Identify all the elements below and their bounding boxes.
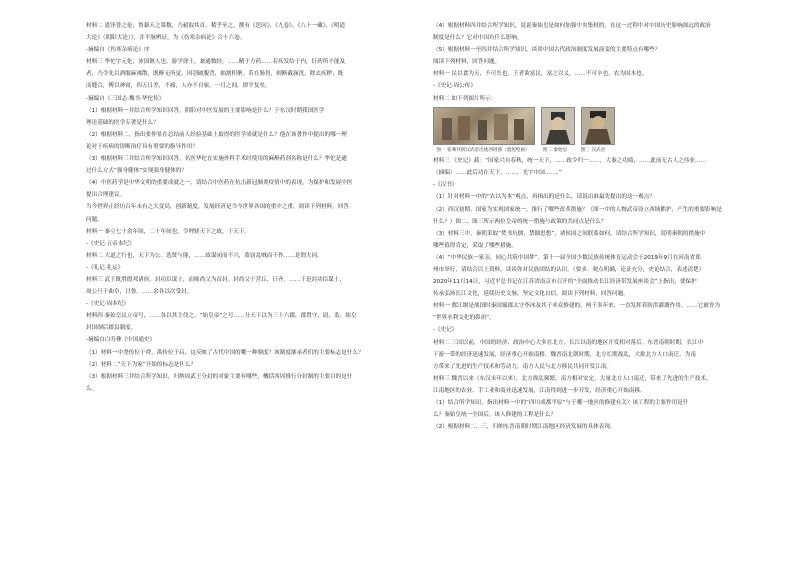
- text-line: 材料三 武王既胜殷邦诸侯，封功臣谋士，而师尚父为首封。封尚父于营丘，曰齐。……于是封功臣谋士，: [86, 276, 346, 283]
- text-line: 2020年11月14日，习近平总书记在江苏省南京市召开的“全面推动长江经济带发展座谈会”上指出，要保护: [433, 279, 697, 286]
- text-line: 制度是什么？它对中国有什么影响。: [433, 35, 523, 42]
- figure-caption-1: 图一 张骞拜别汉武帝出使西域图（敦煌壁画）: [436, 148, 530, 154]
- portrait-qinshihuang: [541, 107, 575, 145]
- text-line: （2）西汉初期，国家为实现国家统一，推行了哪些改革措施？（图一中的人物武帝设立西域都护，产生的重要影响是: [433, 206, 722, 213]
- text-line: 周公旦于曲阜，曰鲁。……余各以次受封。: [86, 289, 193, 296]
- mural-image: [433, 107, 535, 145]
- text-line: 材料二 大道之行也，天下为公。选贤与能，……故谋闭而不兴，盗窃乱贼而不作……是谓大同。: [86, 252, 323, 259]
- caption-row: [433, 147, 751, 154]
- text-line: 方带来了先进的生产技术和劳动力，南方人民与北方移民共同开发江南。: [433, 363, 613, 370]
- text-line: 下游一带的经济迅速发展，经济重心开始南移。魏晋南北朝时期，北方长期战乱，大批北方人口南迁，为南: [433, 351, 696, 358]
- text-line: 材料一 秦立七十余年间，二十年间也，令理辖天下之政，于天下。: [86, 228, 250, 235]
- text-line: 材料三 魏晋以来（东汉末年以来），北方战乱频繁，南方相对安定，大量北方人口南迁，带来了先进的生产技术，: [433, 375, 712, 382]
- text-line: 江南地区的农业、手工业和商业迅速发展，江南得到进一步开发，经济重心开始南移。: [433, 387, 646, 394]
- text-line: 者，乃令先以酒服麻沸散，既醉无所觉，因刳破腹背，抽割积聚。若在肠胃，则断截湔洗，除去疾秽；既: [86, 71, 344, 78]
- text-line: 么？秦始皇统一全国后，该人修建的工程是什么？: [433, 412, 557, 419]
- text-line: （1）材料一中尧传位于舜，禹传位于启，这反映了古代中国的哪一种制度？该制度继承者们的主要标志是什么？: [86, 349, 364, 356]
- text-line: （5）根据材料一至四并结合所学知识，谈谈中国古代政治制度发展演变的主要特点有哪些？: [433, 47, 661, 54]
- text-line: -《史记·五帝本纪》: [86, 240, 135, 247]
- text-line: 什么？）图二、图三所示两位皇帝的统一措施与政策的共同点是什么？: [433, 218, 607, 225]
- right-bottom-text: [433, 157, 751, 433]
- text-line: -摘编自白寿彝《中国通史》: [86, 337, 156, 344]
- figure-row: [433, 107, 751, 145]
- text-line: （4）根据材料四并结合所学知识，说说秦始皇是如何加强中央集权的，在这一过程中对中国历史影响深远的政治: [433, 23, 711, 29]
- text-line: （4）中医药学是中华文明的重要成就之一，请结合中医药在抗击新冠肺炎疫情中的表现，为保护和发展中医: [86, 180, 353, 187]
- text-line: 材料三 华佗字元化，沛国谯人也。游学徐土，兼通数经。……精于方药……若疾发结于内，针药所不能及: [86, 59, 346, 66]
- text-line: 传承弘扬长江文化，延续历史文脉，坚定文化自信。阅读下列材料，回答问题。: [433, 291, 629, 298]
- text-line: 问题。: [86, 216, 103, 223]
- text-line: 哪些值得肯定，采取了哪些措施。: [433, 242, 517, 249]
- left-column: [86, 22, 404, 397]
- text-line: 过什么方式“强身健体”实现强身健体的？: [86, 168, 187, 175]
- right-column: [433, 22, 751, 435]
- text-line: （2）材料二“天下为家”开始的标志是什么？: [86, 361, 197, 368]
- text-line: （1）根据材料一并结合所学知识回答，阴阳对中医发展的主要影响是什么？于东汉时期我国医学: [86, 107, 325, 114]
- text-line: 材料二 如下列图片所示：: [433, 95, 497, 102]
- text-line: 阅读下列材料，回答问题。: [433, 59, 501, 66]
- text-line: 提出合理建议。: [86, 192, 126, 199]
- right-top-text: [433, 22, 751, 104]
- portrait-figure-1: [542, 108, 574, 144]
- portrait-figure-2: [582, 108, 614, 144]
- text-line: -摘编自《三国志·魏书·华佗传》: [86, 95, 165, 102]
- text-line: 材料二 恩泽普之伦，鲁藉天之慕数，乃毅取其首，稽乎至之，撰有《思问》、《九卷》、《八十一藏》、《明道: [86, 23, 346, 29]
- text-line: -《史记》: [433, 327, 458, 334]
- text-line: 而缝合，傅以神膏，四五日差，不痛，人亦不自寤，一月之间，即平复矣。: [86, 83, 271, 90]
- text-line: -《史记·周本纪》: [86, 301, 129, 308]
- text-line: （1）针对材料一中的“农以为本”观点，再指出的是什么，请说出谁最先提出的这一观点？: [433, 194, 655, 201]
- figure-caption-3: 图三 汉武帝: [580, 148, 606, 154]
- text-line: -《汉书》: [433, 182, 458, 189]
- text-line: （3）材料三中，秦朝采取“焚书坑儒，禁锢思想”，诸侯国之间联系如何，请结合所学知识，说明秦朝的措施中: [433, 230, 706, 237]
- text-line: 当今世界正经历百年未有之大变局，创新制度，发展经济是当今世界各国的重中之重。阅读下列材料，回答: [86, 204, 349, 211]
- text-line: 大论》（阴阳大论）》，并平脉辨证，为《伤寒杂病论》合十六卷。: [86, 35, 246, 42]
- text-line: 材料三 《史记》载：“国家兴自春秋，统一天下，……政令归一……，大秦之功绩，……此前无古人之伟业……: [433, 158, 707, 165]
- text-line: （4）“中华民族一家亲，同心共筑中国梦”。第十一届全国少数民族传统体育运动会于2019年9月在河南省郑: [433, 254, 701, 261]
- text-line: -《史记·周公传》: [433, 83, 476, 90]
- text-line: 材料一 都江堰是战国时秦国蜀郡太守李冰及其子率众修建的，两千多年来，一直发挥着防洪灌溉作用。……它被誉为: [433, 303, 721, 310]
- mural-figures: [434, 108, 534, 144]
- text-line: （2）根据材料二、三，归纳东晋南朝时期江南地区经济发展的具体表现。: [433, 424, 616, 431]
- text-line: 么。: [86, 385, 98, 392]
- text-line: 理论基础的医学专著是什么？: [86, 119, 159, 126]
- text-line: （2）根据材料二，指出张仲景在总结前人经验基础上取得的医学成就是什么？他在该著作中提出的哪一理: [86, 131, 347, 138]
- text-line: 州市举行，请结合以上资料，谈谈你对民族团结的认识。（要求：观点明确，论证充分，史论结合，表述清楚）: [433, 267, 705, 273]
- portrait-hanwudi: [581, 107, 615, 145]
- text-line: （3）根据材料三并结合所学知识，归纳周武王分封的对象主要有哪些，概括西周推行分封制的主要目的是什: [86, 373, 353, 380]
- text-line: （1）结合所学知识，指出材料一中的“四川成都平原”与于哪一地区的修建有关？该工程的主要作用是什: [433, 400, 689, 407]
- text-line: （3）根据材料三并结合所学知识回答，名医华佗在实施外科手术时使用的麻醉药剂名称是什么？华佗是通: [86, 156, 347, 163]
- text-line: 材料二 三国以前，中国的经济、政治中心大多在北方，长江以南的地区开发相对落后。东晋南朝时期，长江中: [433, 339, 704, 346]
- text-line: 论对于疾病的诊断治疗具有重要的指导作用？: [86, 143, 198, 150]
- text-line: “世界水利文化的鼻祖”。: [433, 315, 495, 322]
- text-line: 封国制后郡县制度。: [86, 325, 137, 332]
- text-line: -摘编自《伤寒杂病论》序: [86, 47, 150, 54]
- text-line: （摘编）……此后功在天下，……，光宇中国……。”: [433, 170, 562, 177]
- text-line: -《礼记·礼运》: [86, 264, 124, 271]
- text-line: 材料四 秦始皇议立帝号，……各以其主伐之，“始皇帝”之号……分天下以为三十六郡，郡置守、尉、监。始皇: [86, 313, 357, 320]
- figure-caption-2: 图二 秦始皇: [542, 148, 568, 154]
- text-line: 材料一 民以食为天，不可失也。王者欲富民，富之以义，……不可卒也，农为国本也。: [433, 71, 648, 78]
